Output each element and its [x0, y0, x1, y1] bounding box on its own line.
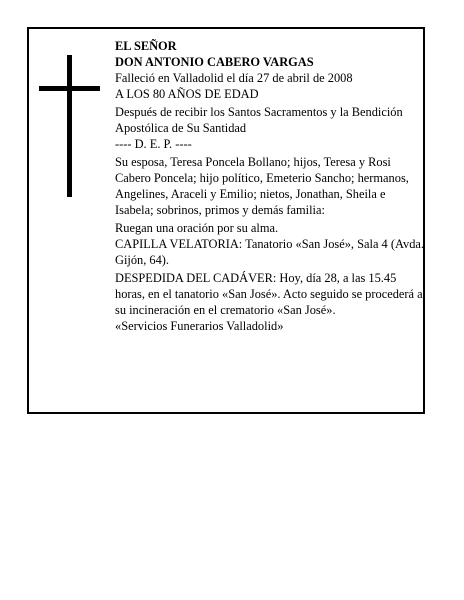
cross-horizontal-bar — [39, 86, 100, 91]
rip-line: ---- D. E. P. ---- — [115, 137, 192, 151]
death-line: Falleció en Valladolid el día 27 de abril de 2008 — [115, 71, 353, 85]
age-line: A LOS 80 AÑOS DE EDAD — [115, 87, 259, 101]
funeral-home-line: «Servicios Funerarios Valladolid» — [115, 319, 284, 333]
obituary-text — [115, 38, 427, 334]
chapel-paragraph: CAPILLA VELATORIA: Tanatorio «San José», Sala 4 (Avda. Gijón, 64). — [115, 237, 424, 267]
obituary-notice — [27, 27, 425, 414]
farewell-paragraph: DESPEDIDA DEL CADÁVER: Hoy, día 28, a las 15.45 horas, en el tanatorio «San José». Acto seguido se procederá a su incineración en el crematorio «San José». — [115, 271, 423, 317]
deceased-name: DON ANTONIO CABERO VARGAS — [115, 55, 314, 69]
obituary-title: EL SEÑOR — [115, 39, 177, 53]
family-paragraph: Su esposa, Teresa Poncela Bollano; hijos, Teresa y Rosi Cabero Poncela; hijo político, Emeterio Sancho; hermanos, Angelines, Araceli y Emilio; nietos, Jonathan, Sheila e Isabela; sobrinos, primos y demás familia: — [115, 155, 409, 217]
prayer-line: Ruegan una oración por su alma. — [115, 221, 279, 235]
cross-vertical-bar — [67, 55, 72, 197]
sacraments-line: Después de recibir los Santos Sacramentos y la Bendición Apostólica de Su Santidad — [115, 105, 403, 135]
